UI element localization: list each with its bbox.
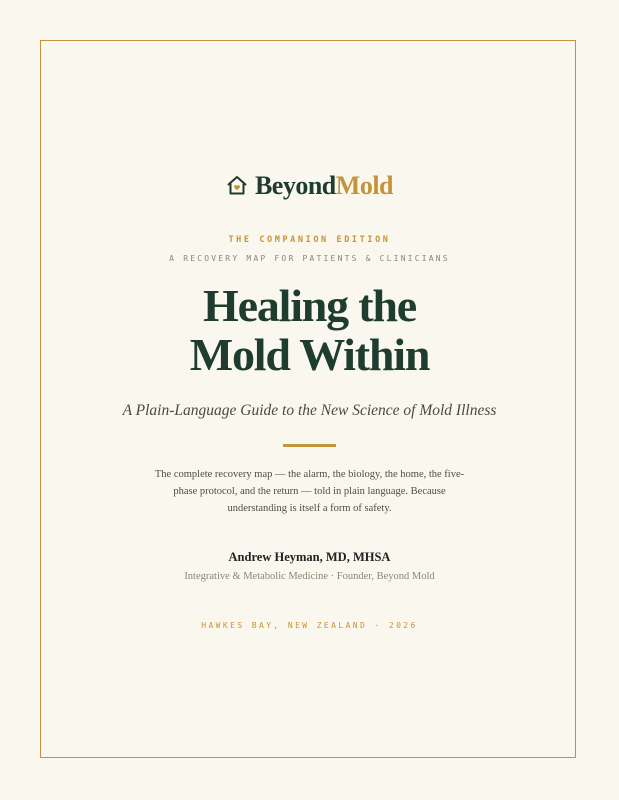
brand-logo: [0, 170, 619, 202]
title-line-2: Mold Within: [189, 329, 430, 380]
house-heart-icon: [226, 174, 248, 196]
book-title: [0, 281, 619, 379]
tagline: A RECOVERY MAP FOR PATIENTS & CLINICIANS: [169, 254, 450, 263]
edition-label: THE COMPANION EDITION: [228, 235, 391, 245]
location-year: HAWKES BAY, NEW ZEALAND · 2026: [201, 621, 418, 630]
brand-name-mold: Mold: [335, 171, 394, 200]
book-description: The complete recovery map — the alarm, the biology, the home, the five-phase protocol, and the return — told in plain language. Because understanding is itself a form of safety.: [154, 469, 465, 514]
book-subtitle: A Plain-Language Guide to the New Science of Mold Illness: [122, 402, 497, 419]
author-name: Andrew Heyman, MD, MHSA: [228, 550, 391, 564]
title-line-1: Healing the: [203, 280, 416, 331]
brand-name: [255, 170, 393, 202]
divider-rule: [283, 444, 336, 447]
author-role: Integrative & Metabolic Medicine · Founder, Beyond Mold: [184, 571, 435, 582]
brand-name-beyond: Beyond: [254, 171, 336, 200]
cover-border-frame: [40, 40, 576, 758]
